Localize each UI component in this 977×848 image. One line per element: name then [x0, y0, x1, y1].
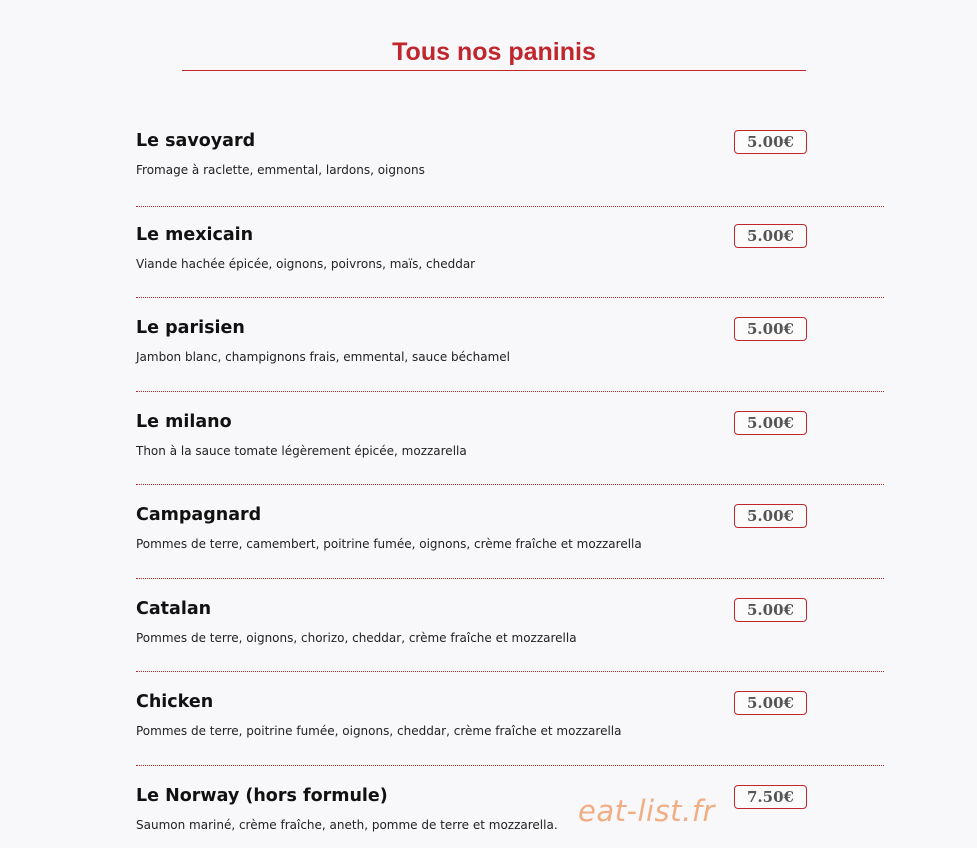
page-title: Tous nos paninis	[392, 38, 596, 66]
menu-item-separator	[136, 765, 884, 766]
menu-item-separator	[136, 391, 884, 392]
menu-item-separator	[136, 297, 884, 298]
menu-item-name: Le parisien	[136, 318, 245, 338]
menu-item-name: Campagnard	[136, 505, 262, 525]
menu-item-description: Saumon mariné, crème fraîche, aneth, pomme de terre et mozzarella.	[136, 818, 558, 832]
menu-item-separator	[136, 671, 884, 672]
menu-item-price: 5.00€	[734, 317, 807, 341]
menu-item-separator	[136, 578, 884, 579]
menu-item-name: Chicken	[136, 692, 214, 712]
menu-item-description: Pommes de terre, oignons, chorizo, cheddar, crème fraîche et mozzarella	[136, 631, 577, 645]
menu-item-price: 5.00€	[734, 504, 807, 528]
menu-item-price: 5.00€	[734, 224, 807, 248]
menu-item-description: Viande hachée épicée, oignons, poivrons, maïs, cheddar	[136, 257, 476, 271]
menu-item-price: 7.50€	[734, 785, 807, 809]
menu-item-milano	[136, 411, 884, 505]
menu-item-chicken	[136, 691, 884, 785]
menu-item-name: Le milano	[136, 412, 232, 432]
menu-item-norway	[136, 785, 884, 848]
menu-item-description: Pommes de terre, camembert, poitrine fumée, oignons, crème fraîche et mozzarella	[136, 537, 642, 551]
menu-item-description: Fromage à raclette, emmental, lardons, oignons	[136, 163, 425, 177]
menu-item-catalan	[136, 598, 884, 692]
menu-item-name: Le savoyard	[136, 131, 256, 151]
menu-item-campagnard	[136, 504, 884, 598]
menu-item-mexicain	[136, 224, 884, 318]
menu-item-name: Le mexicain	[136, 225, 254, 245]
menu-item-savoyard	[136, 130, 884, 224]
menu-item-price: 5.00€	[734, 691, 807, 715]
menu-item-description: Pommes de terre, poitrine fumée, oignons, cheddar, crème fraîche et mozzarella	[136, 724, 622, 738]
menu-item-description: Thon à la sauce tomate légèrement épicée, mozzarella	[136, 444, 467, 458]
menu-item-name: Catalan	[136, 599, 212, 619]
menu-item-separator	[136, 206, 884, 207]
menu-item-parisien	[136, 317, 884, 411]
menu-item-separator	[136, 484, 884, 485]
menu-item-price: 5.00€	[734, 411, 807, 435]
menu-item-price: 5.00€	[734, 598, 807, 622]
menu-item-description: Jambon blanc, champignons frais, emmental, sauce béchamel	[136, 350, 510, 364]
menu-item-price: 5.00€	[734, 130, 807, 154]
watermark-logo: eat-list.fr	[578, 794, 715, 828]
menu-item-name: Le Norway (hors formule)	[136, 786, 388, 806]
